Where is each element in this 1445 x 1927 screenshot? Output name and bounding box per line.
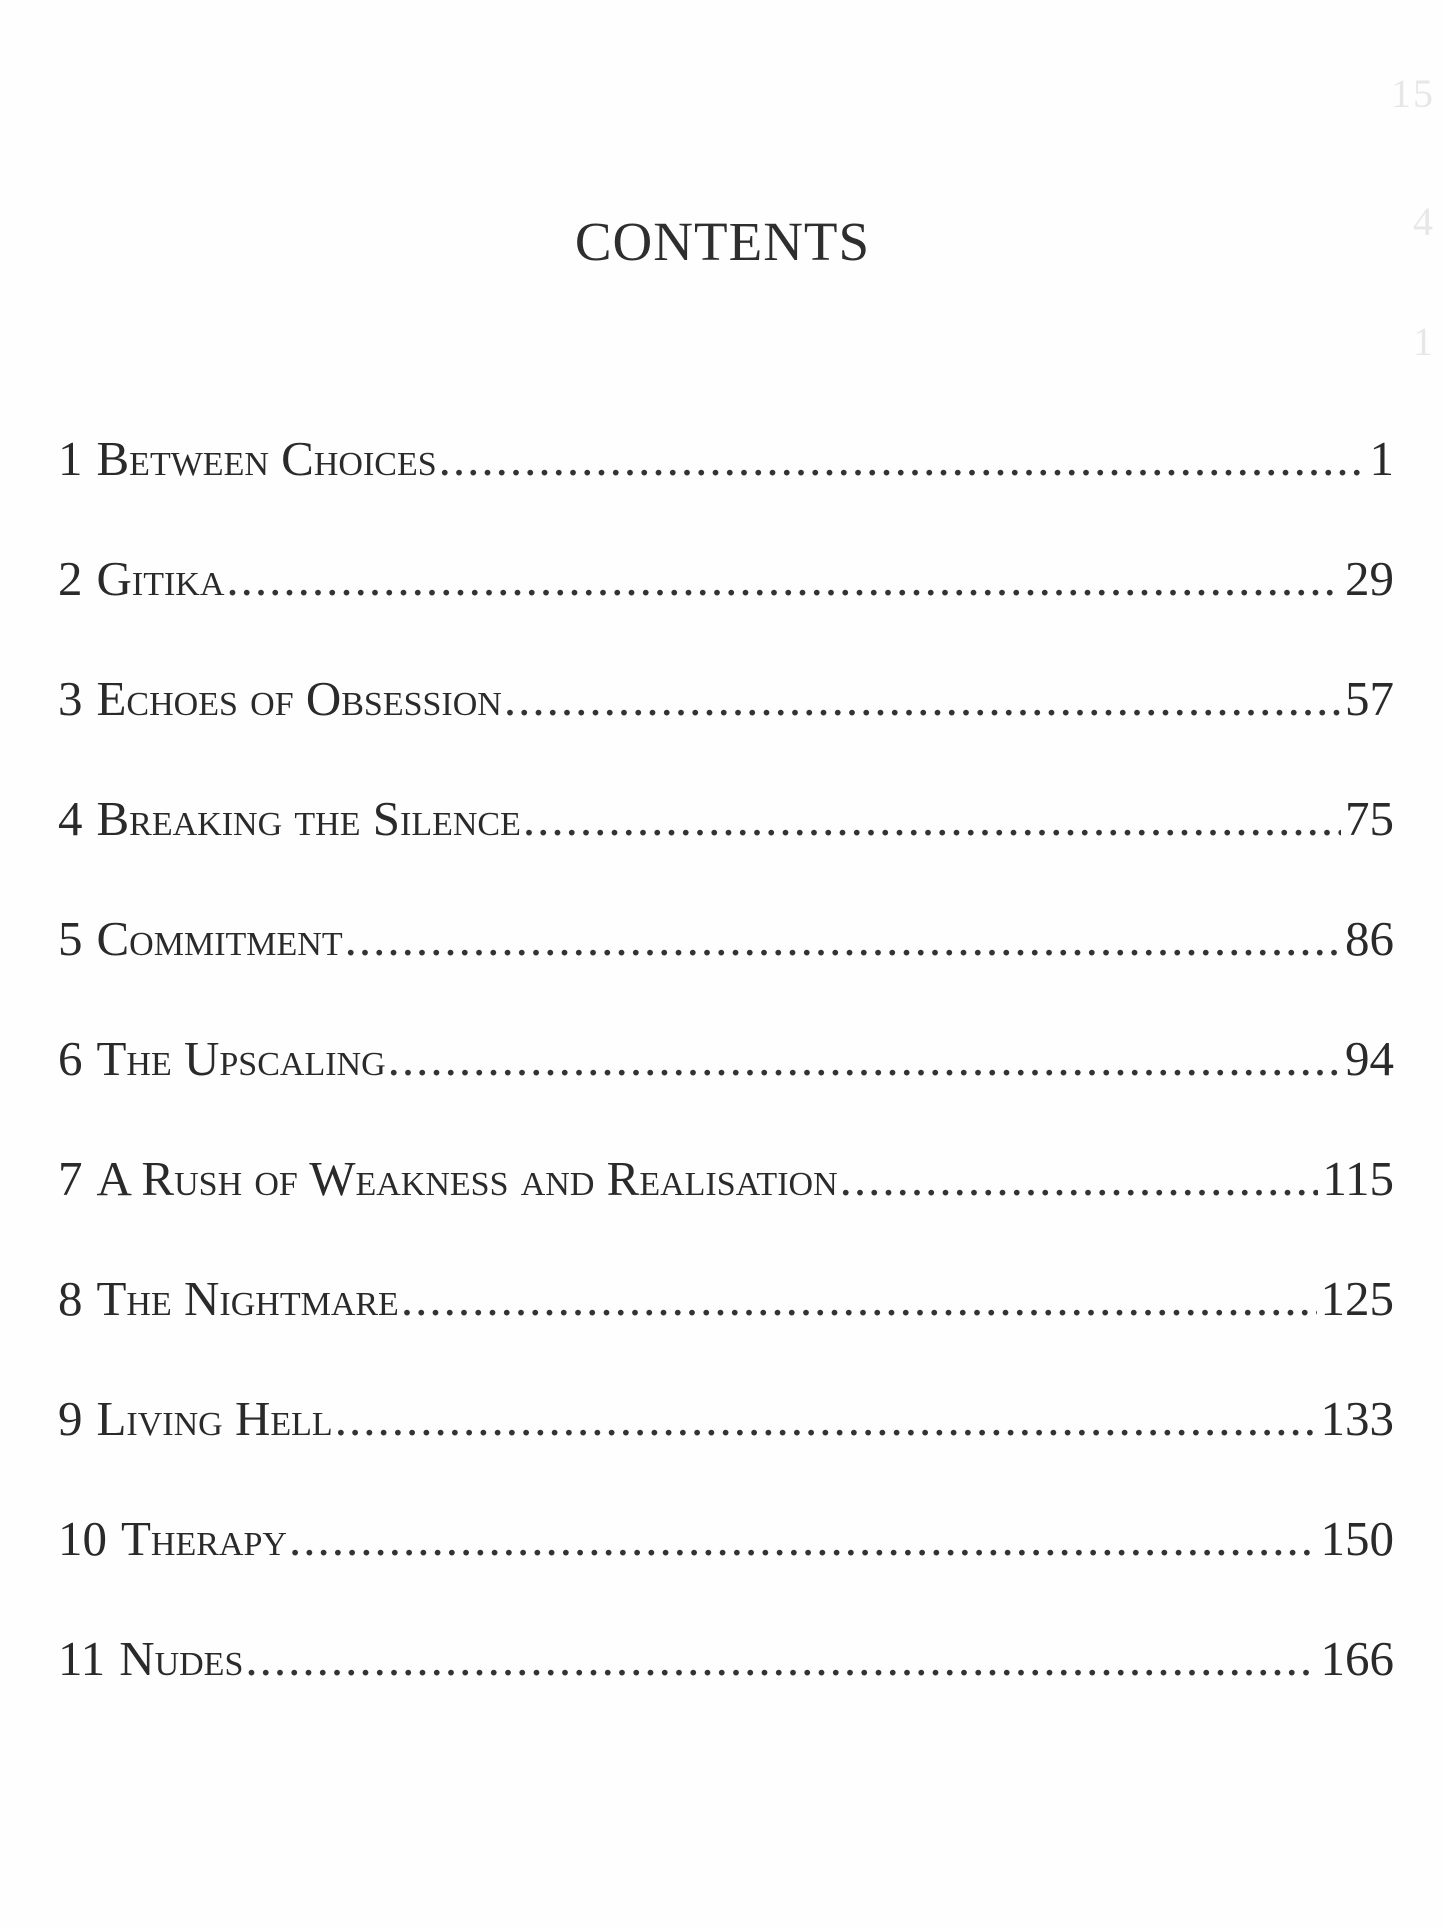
- chapter-number: 8: [58, 1271, 83, 1326]
- chapter-title: Living Hell: [96, 1391, 333, 1446]
- toc-entry[interactable]: [58, 1270, 1394, 1390]
- dot-leader: [345, 910, 1341, 967]
- chapter-number: 7: [58, 1151, 83, 1206]
- dot-leader: [504, 670, 1341, 727]
- chapter-title: Gitika: [96, 551, 225, 606]
- dot-leader: [226, 550, 1341, 607]
- chapter-title: Nudes: [119, 1631, 244, 1686]
- page-number: 29: [1345, 551, 1394, 606]
- page-number: 150: [1320, 1511, 1394, 1566]
- toc-entry[interactable]: [58, 1030, 1394, 1150]
- toc-entry[interactable]: [58, 1390, 1394, 1510]
- chapter-title: The Upscaling: [96, 1031, 386, 1086]
- page-number: 57: [1345, 671, 1394, 726]
- dot-leader: [335, 1390, 1317, 1447]
- contents-title: CONTENTS: [574, 211, 871, 272]
- chapter-number: 9: [58, 1391, 83, 1446]
- dot-leader: [840, 1150, 1319, 1207]
- chapter-number: 6: [58, 1031, 83, 1086]
- page-number: 115: [1322, 1151, 1394, 1206]
- toc-entry[interactable]: [58, 790, 1394, 910]
- dot-leader: [289, 1510, 1317, 1567]
- chapter-title: A Rush of Weakness and Realisation: [96, 1151, 838, 1206]
- dot-leader: [439, 430, 1366, 487]
- page-number: 1: [1369, 431, 1394, 486]
- toc-entry[interactable]: [58, 430, 1394, 550]
- toc-entry[interactable]: [58, 550, 1394, 670]
- page-number: 125: [1320, 1271, 1394, 1326]
- bleed-through-text: 4: [1413, 199, 1435, 244]
- bleed-through-text: 1: [1413, 319, 1435, 364]
- chapter-number: 1: [58, 431, 83, 486]
- toc-entry[interactable]: [58, 1630, 1394, 1750]
- dot-leader: [401, 1270, 1317, 1327]
- chapter-title: Echoes of Obsession: [96, 671, 502, 726]
- table-of-contents: [58, 430, 1394, 1750]
- chapter-number: 2: [58, 551, 83, 606]
- chapter-number: 5: [58, 911, 83, 966]
- chapter-title: The Nightmare: [96, 1271, 399, 1326]
- dot-leader: [388, 1030, 1341, 1087]
- toc-entry[interactable]: [58, 1510, 1394, 1630]
- toc-entry[interactable]: [58, 1150, 1394, 1270]
- page-number: 75: [1345, 791, 1394, 846]
- chapter-number: 4: [58, 791, 83, 846]
- bleed-through-text: 15: [1391, 71, 1435, 116]
- page-number: 133: [1320, 1391, 1394, 1446]
- page-number: 166: [1320, 1631, 1394, 1686]
- chapter-title: Breaking the Silence: [96, 791, 521, 846]
- chapter-number: 10: [58, 1511, 107, 1566]
- chapter-number: 3: [58, 671, 83, 726]
- page-number: 94: [1345, 1031, 1394, 1086]
- dot-leader: [523, 790, 1341, 847]
- dot-leader: [245, 1630, 1316, 1687]
- chapter-title: Between Choices: [96, 431, 437, 486]
- chapter-number: 11: [58, 1631, 106, 1686]
- toc-entry[interactable]: [58, 910, 1394, 1030]
- chapter-title: Commitment: [96, 911, 343, 966]
- page-number: 86: [1345, 911, 1394, 966]
- chapter-title: Therapy: [121, 1511, 287, 1566]
- toc-entry[interactable]: [58, 670, 1394, 790]
